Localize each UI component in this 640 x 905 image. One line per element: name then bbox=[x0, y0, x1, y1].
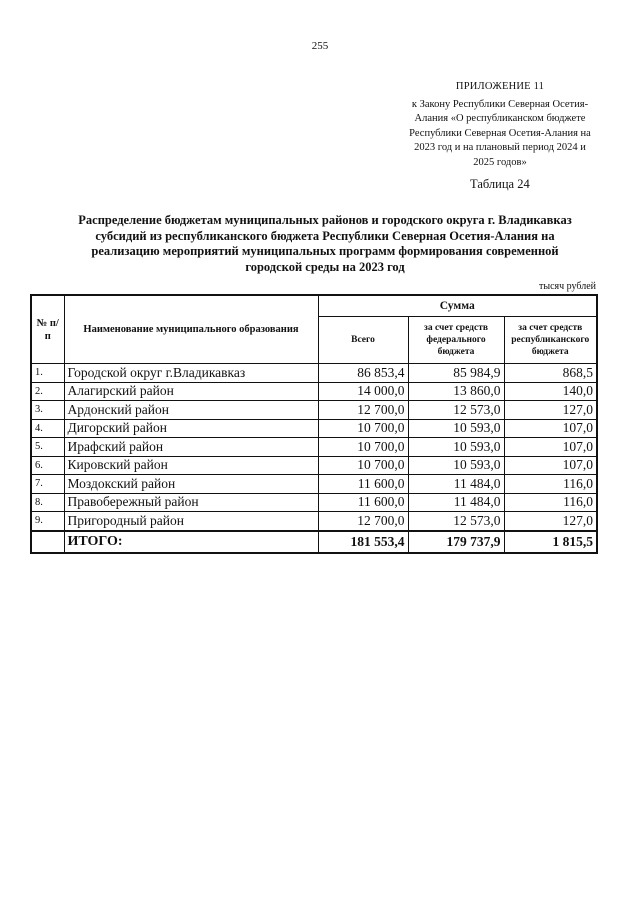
row-name: Правобережный район bbox=[64, 493, 318, 512]
unit-label: тысяч рублей bbox=[538, 281, 596, 292]
row-republic: 868,5 bbox=[504, 364, 597, 383]
table-row bbox=[31, 382, 597, 401]
row-republic: 127,0 bbox=[504, 512, 597, 531]
row-total: 14 000,0 bbox=[318, 382, 408, 401]
table-row bbox=[31, 493, 597, 512]
row-number: 6. bbox=[31, 456, 64, 475]
row-name: Дигорский район bbox=[64, 419, 318, 438]
row-federal: 11 484,0 bbox=[408, 475, 504, 494]
totals-label: ИТОГО: bbox=[64, 531, 318, 553]
table-row bbox=[31, 401, 597, 420]
title-line: субсидий из республиканского бюджета Республики Северная Осетия-Алания на bbox=[95, 228, 555, 243]
row-number: 1. bbox=[31, 364, 64, 383]
appendix-line: Республики Северная Осетия-Алания на bbox=[409, 127, 591, 139]
appendix-block bbox=[400, 80, 600, 170]
row-name: Ирафский район bbox=[64, 438, 318, 457]
document-title bbox=[60, 213, 590, 275]
row-total: 11 600,0 bbox=[318, 493, 408, 512]
table-number: Таблица 24 bbox=[470, 177, 530, 191]
appendix-title: ПРИЛОЖЕНИЕ 11 bbox=[455, 81, 545, 92]
row-name: Пригородный район bbox=[64, 512, 318, 531]
header-republic: за счет средств республиканского бюджета bbox=[504, 317, 597, 364]
header-number: № п/п bbox=[31, 295, 64, 364]
header-total: Всего bbox=[318, 317, 408, 364]
row-number: 5. bbox=[31, 438, 64, 457]
row-name: Городской округ г.Владикавказ bbox=[64, 364, 318, 383]
table-row bbox=[31, 475, 597, 494]
row-federal: 12 573,0 bbox=[408, 401, 504, 420]
row-number: 8. bbox=[31, 493, 64, 512]
row-name: Алагирский район bbox=[64, 382, 318, 401]
row-total: 10 700,0 bbox=[318, 456, 408, 475]
totals-number bbox=[31, 531, 64, 553]
title-line: городской среды на 2023 год bbox=[245, 259, 405, 274]
row-total: 12 700,0 bbox=[318, 401, 408, 420]
row-republic: 107,0 bbox=[504, 456, 597, 475]
row-total: 10 700,0 bbox=[318, 438, 408, 457]
appendix-line: Алания «О республиканском бюджете bbox=[414, 113, 586, 124]
row-total: 12 700,0 bbox=[318, 512, 408, 531]
row-name: Кировский район bbox=[64, 456, 318, 475]
table-row bbox=[31, 438, 597, 457]
row-republic: 127,0 bbox=[504, 401, 597, 420]
appendix-line: 2025 годов» bbox=[473, 156, 527, 168]
row-federal: 10 593,0 bbox=[408, 419, 504, 438]
row-total: 11 600,0 bbox=[318, 475, 408, 494]
row-name: Ардонский район bbox=[64, 401, 318, 420]
totals-total: 181 553,4 bbox=[318, 531, 408, 553]
title-line: Распределение бюджетам муниципальных районов и городского округа г. Владикавказ bbox=[78, 213, 572, 227]
row-total: 10 700,0 bbox=[318, 419, 408, 438]
row-federal: 10 593,0 bbox=[408, 438, 504, 457]
row-republic: 116,0 bbox=[504, 475, 597, 494]
header-federal: за счет средств федерального бюджета bbox=[408, 317, 504, 364]
table-row bbox=[31, 512, 597, 531]
row-number: 4. bbox=[31, 419, 64, 438]
table-row bbox=[31, 364, 597, 383]
totals-row bbox=[31, 531, 597, 553]
row-federal: 11 484,0 bbox=[408, 493, 504, 512]
appendix-line: к Закону Республики Северная Осетия- bbox=[411, 98, 589, 110]
totals-federal: 179 737,9 bbox=[408, 531, 504, 553]
page-number: 255 bbox=[311, 40, 329, 52]
row-republic: 140,0 bbox=[504, 382, 597, 401]
row-federal: 85 984,9 bbox=[408, 364, 504, 383]
row-republic: 107,0 bbox=[504, 438, 597, 457]
row-federal: 12 573,0 bbox=[408, 512, 504, 531]
table-row bbox=[31, 456, 597, 475]
title-line: реализацию мероприятий муниципальных программ формирования современной bbox=[91, 244, 559, 258]
header-sum: Сумма bbox=[318, 295, 597, 317]
table-row bbox=[31, 419, 597, 438]
row-total: 86 853,4 bbox=[318, 364, 408, 383]
row-republic: 107,0 bbox=[504, 419, 597, 438]
row-federal: 13 860,0 bbox=[408, 382, 504, 401]
row-name: Моздокский район bbox=[64, 475, 318, 494]
row-federal: 10 593,0 bbox=[408, 456, 504, 475]
appendix-line: 2023 год и на плановый период 2024 и bbox=[414, 142, 586, 153]
subsidy-table bbox=[30, 294, 598, 554]
row-republic: 116,0 bbox=[504, 493, 597, 512]
totals-republic: 1 815,5 bbox=[504, 531, 597, 553]
header-name: Наименование муниципального образования bbox=[64, 295, 318, 364]
row-number: 7. bbox=[31, 475, 64, 494]
row-number: 3. bbox=[31, 401, 64, 420]
row-number: 2. bbox=[31, 382, 64, 401]
row-number: 9. bbox=[31, 512, 64, 531]
